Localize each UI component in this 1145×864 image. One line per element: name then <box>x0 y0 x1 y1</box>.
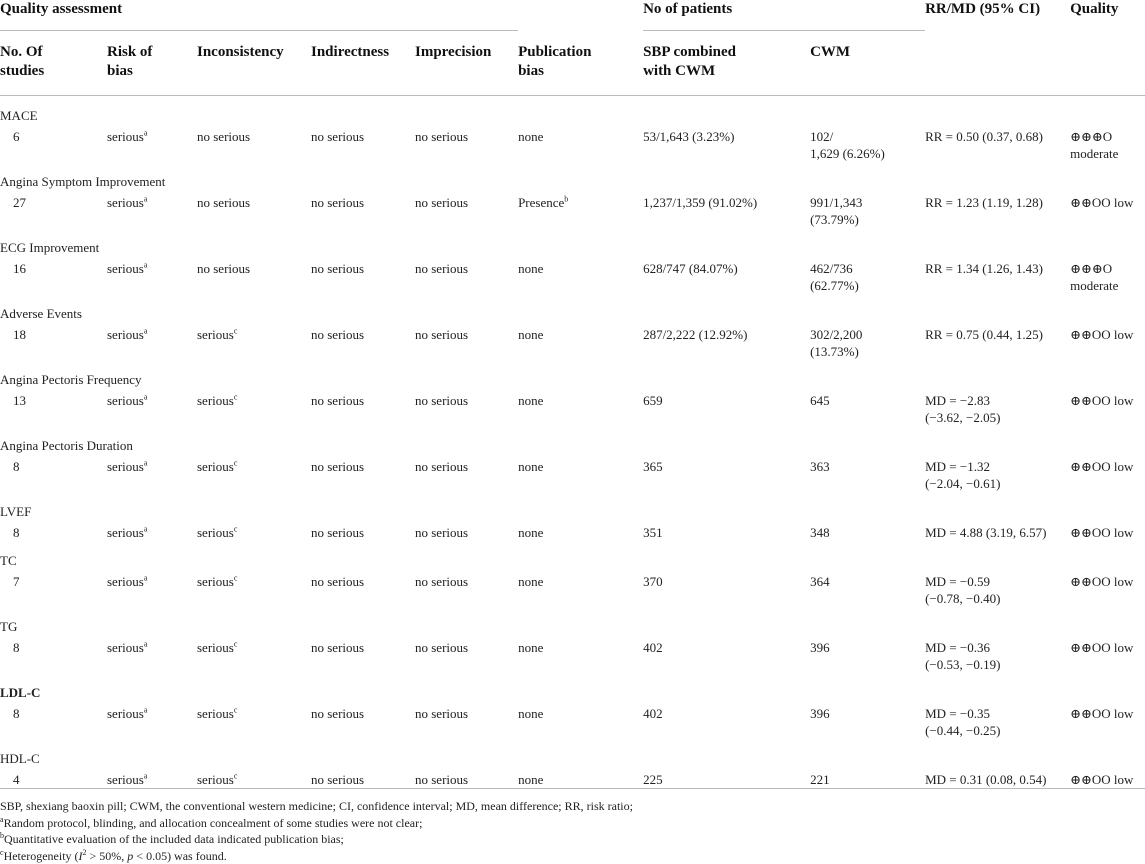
cell-cwm: 396 <box>810 701 925 739</box>
cell-cwm: 364 <box>810 569 925 607</box>
cell-imprecision: no serious <box>415 520 518 541</box>
cell-inconsistency: serious$^c$ <box>197 520 311 541</box>
outcome-label: LVEF <box>0 492 1145 520</box>
outcome-label: Adverse Events <box>0 294 1145 322</box>
cell-studies: 27 <box>0 190 107 228</box>
outcome-row <box>0 426 1145 454</box>
cell-sbp-cwm: 402 <box>643 701 810 739</box>
cell-indirectness: no serious <box>311 190 415 228</box>
cell-imprecision: no serious <box>415 569 518 607</box>
outcome-row <box>0 541 1145 569</box>
cell-effect: RR = 1.23 (1.19, 1.28) <box>925 190 1070 228</box>
outcome-label: LDL-C <box>0 673 1145 701</box>
col-publication-bias: Publication bias <box>518 31 643 96</box>
cell-sbp-cwm: 53/1,643 (3.23%) <box>643 124 810 162</box>
outcome-label: TG <box>0 607 1145 635</box>
table-row <box>0 520 1145 541</box>
table-row <box>0 124 1145 162</box>
cell-publication-bias: none <box>518 388 643 426</box>
header-row-1 <box>0 0 1145 31</box>
rr-md-header: RR/MD (95% CI) <box>925 0 1070 31</box>
cell-cwm: 991/1,343 (73.79%) <box>810 190 925 228</box>
cell-inconsistency: no serious <box>197 124 311 162</box>
quality-header: Quality <box>1070 0 1145 31</box>
cell-inconsistency: serious$^c$ <box>197 454 311 492</box>
cell-effect: MD = 0.31 (0.08, 0.54) <box>925 767 1070 789</box>
cell-imprecision: no serious <box>415 190 518 228</box>
cell-quality: ⊕⊕OO low <box>1070 190 1145 228</box>
table-row <box>0 256 1145 294</box>
outcome-label: TC <box>0 541 1145 569</box>
cell-indirectness: no serious <box>311 569 415 607</box>
cell-publication-bias: none <box>518 322 643 360</box>
cell-studies: 13 <box>0 388 107 426</box>
outcome-label: MACE <box>0 96 1145 125</box>
cell-risk-of-bias: serious$^a$ <box>107 767 197 789</box>
header-spacer <box>518 0 643 31</box>
cell-cwm: 348 <box>810 520 925 541</box>
col-effect-spacer <box>925 31 1070 96</box>
cell-risk-of-bias: serious$^a$ <box>107 454 197 492</box>
cell-studies: 18 <box>0 322 107 360</box>
outcome-label: Angina Pectoris Frequency <box>0 360 1145 388</box>
cell-indirectness: no serious <box>311 256 415 294</box>
cell-effect: MD = −2.83 (−3.62, −2.05) <box>925 388 1070 426</box>
cell-effect: RR = 1.34 (1.26, 1.43) <box>925 256 1070 294</box>
footnote-row <box>0 789 1145 864</box>
footnote-a: $^a$Random protocol, blinding, and allocation concealment of some studies were not clear; <box>0 815 1145 832</box>
table-row <box>0 388 1145 426</box>
cell-publication-bias: none <box>518 256 643 294</box>
footnote-b: $^b$Quantitative evaluation of the included data indicated publication bias; <box>0 831 1145 848</box>
cell-cwm: 302/2,200 (13.73%) <box>810 322 925 360</box>
outcome-row <box>0 294 1145 322</box>
cell-studies: 8 <box>0 701 107 739</box>
cell-imprecision: no serious <box>415 454 518 492</box>
table-row <box>0 454 1145 492</box>
cell-quality: ⊕⊕OO low <box>1070 635 1145 673</box>
cell-sbp-cwm: 287/2,222 (12.92%) <box>643 322 810 360</box>
outcome-row <box>0 492 1145 520</box>
cell-sbp-cwm: 628/747 (84.07%) <box>643 256 810 294</box>
cell-quality: ⊕⊕OO low <box>1070 388 1145 426</box>
cell-publication-bias: none <box>518 635 643 673</box>
cell-sbp-cwm: 370 <box>643 569 810 607</box>
outcome-row <box>0 360 1145 388</box>
no-of-patients-header: No of patients <box>643 0 925 31</box>
outcome-row <box>0 96 1145 125</box>
cell-quality: ⊕⊕OO low <box>1070 520 1145 541</box>
cell-effect: MD = −0.59 (−0.78, −0.40) <box>925 569 1070 607</box>
cell-indirectness: no serious <box>311 388 415 426</box>
cell-imprecision: no serious <box>415 124 518 162</box>
cell-sbp-cwm: 1,237/1,359 (91.02%) <box>643 190 810 228</box>
cell-indirectness: no serious <box>311 124 415 162</box>
header-row-2 <box>0 31 1145 96</box>
table-row <box>0 767 1145 789</box>
cell-sbp-cwm: 402 <box>643 635 810 673</box>
cell-sbp-cwm: 225 <box>643 767 810 789</box>
outcome-label: Angina Symptom Improvement <box>0 162 1145 190</box>
col-sbp-cwm: SBP combined with CWM <box>643 31 810 96</box>
cell-cwm: 462/736 (62.77%) <box>810 256 925 294</box>
cell-imprecision: no serious <box>415 388 518 426</box>
cell-publication-bias: none <box>518 569 643 607</box>
cell-indirectness: no serious <box>311 701 415 739</box>
table-row <box>0 322 1145 360</box>
cell-quality: ⊕⊕OO low <box>1070 322 1145 360</box>
cell-cwm: 645 <box>810 388 925 426</box>
cell-quality: ⊕⊕OO low <box>1070 767 1145 789</box>
cell-risk-of-bias: serious$^a$ <box>107 256 197 294</box>
table-row <box>0 190 1145 228</box>
cell-indirectness: no serious <box>311 767 415 789</box>
cell-inconsistency: serious$^c$ <box>197 701 311 739</box>
cell-effect: MD = −0.35 (−0.44, −0.25) <box>925 701 1070 739</box>
cell-quality: ⊕⊕OO low <box>1070 569 1145 607</box>
cell-studies: 8 <box>0 635 107 673</box>
col-imprecision: Imprecision <box>415 31 518 96</box>
cell-sbp-cwm: 659 <box>643 388 810 426</box>
table-row <box>0 635 1145 673</box>
outcome-row <box>0 607 1145 635</box>
cell-inconsistency: serious$^c$ <box>197 569 311 607</box>
cell-cwm: 102/ 1,629 (6.26%) <box>810 124 925 162</box>
cell-sbp-cwm: 365 <box>643 454 810 492</box>
cell-publication-bias: none <box>518 124 643 162</box>
cell-risk-of-bias: serious$^a$ <box>107 520 197 541</box>
cell-inconsistency: serious$^c$ <box>197 767 311 789</box>
cell-studies: 7 <box>0 569 107 607</box>
cell-studies: 6 <box>0 124 107 162</box>
cell-cwm: 221 <box>810 767 925 789</box>
cell-risk-of-bias: serious$^a$ <box>107 635 197 673</box>
cell-risk-of-bias: serious$^a$ <box>107 388 197 426</box>
cell-imprecision: no serious <box>415 767 518 789</box>
cell-quality: ⊕⊕⊕O moderate <box>1070 256 1145 294</box>
cell-risk-of-bias: serious$^a$ <box>107 569 197 607</box>
cell-risk-of-bias: serious$^a$ <box>107 322 197 360</box>
cell-effect: MD = 4.88 (3.19, 6.57) <box>925 520 1070 541</box>
col-inconsistency: Inconsistency <box>197 31 311 96</box>
cell-risk-of-bias: serious$^a$ <box>107 701 197 739</box>
cell-indirectness: no serious <box>311 635 415 673</box>
cell-publication-bias: none <box>518 767 643 789</box>
cell-imprecision: no serious <box>415 635 518 673</box>
cell-inconsistency: serious$^c$ <box>197 635 311 673</box>
outcome-row <box>0 739 1145 767</box>
cell-risk-of-bias: serious$^a$ <box>107 124 197 162</box>
col-indirectness: Indirectness <box>311 31 415 96</box>
table-row <box>0 569 1145 607</box>
cell-sbp-cwm: 351 <box>643 520 810 541</box>
footnote-abbrev: SBP, shexiang baoxin pill; CWM, the conventional western medicine; CI, confidence interval; MD, mean difference; RR, risk ratio; <box>0 798 1145 815</box>
cell-studies: 4 <box>0 767 107 789</box>
footnote-c: $^c$Heterogeneity ($I^2 > 50\%$, p < 0.05) was found. <box>0 848 1145 864</box>
cell-studies: 8 <box>0 520 107 541</box>
cell-imprecision: no serious <box>415 701 518 739</box>
cell-inconsistency: serious$^c$ <box>197 388 311 426</box>
cell-risk-of-bias: serious$^a$ <box>107 190 197 228</box>
outcome-row <box>0 228 1145 256</box>
col-risk-of-bias: Risk of bias <box>107 31 197 96</box>
cell-effect: MD = −0.36 (−0.53, −0.19) <box>925 635 1070 673</box>
cell-indirectness: no serious <box>311 322 415 360</box>
footnotes <box>0 789 1145 864</box>
cell-studies: 16 <box>0 256 107 294</box>
cell-publication-bias: Presence$^b$ <box>518 190 643 228</box>
cell-quality: ⊕⊕OO low <box>1070 701 1145 739</box>
cell-publication-bias: none <box>518 520 643 541</box>
cell-imprecision: no serious <box>415 256 518 294</box>
cell-indirectness: no serious <box>311 454 415 492</box>
cell-effect: RR = 0.75 (0.44, 1.25) <box>925 322 1070 360</box>
col-cwm: CWM <box>810 31 925 96</box>
cell-cwm: 396 <box>810 635 925 673</box>
col-quality-spacer <box>1070 31 1145 96</box>
cell-inconsistency: serious$^c$ <box>197 322 311 360</box>
cell-effect: RR = 0.50 (0.37, 0.68) <box>925 124 1070 162</box>
cell-publication-bias: none <box>518 454 643 492</box>
cell-effect: MD = −1.32 (−2.04, −0.61) <box>925 454 1070 492</box>
outcome-row <box>0 162 1145 190</box>
quality-assessment-header: Quality assessment <box>0 0 518 31</box>
cell-inconsistency: no serious <box>197 190 311 228</box>
cell-cwm: 363 <box>810 454 925 492</box>
cell-publication-bias: none <box>518 701 643 739</box>
outcome-row <box>0 673 1145 701</box>
cell-inconsistency: no serious <box>197 256 311 294</box>
cell-indirectness: no serious <box>311 520 415 541</box>
table-row <box>0 701 1145 739</box>
cell-imprecision: no serious <box>415 322 518 360</box>
cell-studies: 8 <box>0 454 107 492</box>
outcome-label: HDL-C <box>0 739 1145 767</box>
col-studies: No. Of studies <box>0 31 107 96</box>
outcome-label: Angina Pectoris Duration <box>0 426 1145 454</box>
cell-quality: ⊕⊕OO low <box>1070 454 1145 492</box>
table-body <box>0 96 1145 789</box>
outcome-label: ECG Improvement <box>0 228 1145 256</box>
cell-quality: ⊕⊕⊕O moderate <box>1070 124 1145 162</box>
